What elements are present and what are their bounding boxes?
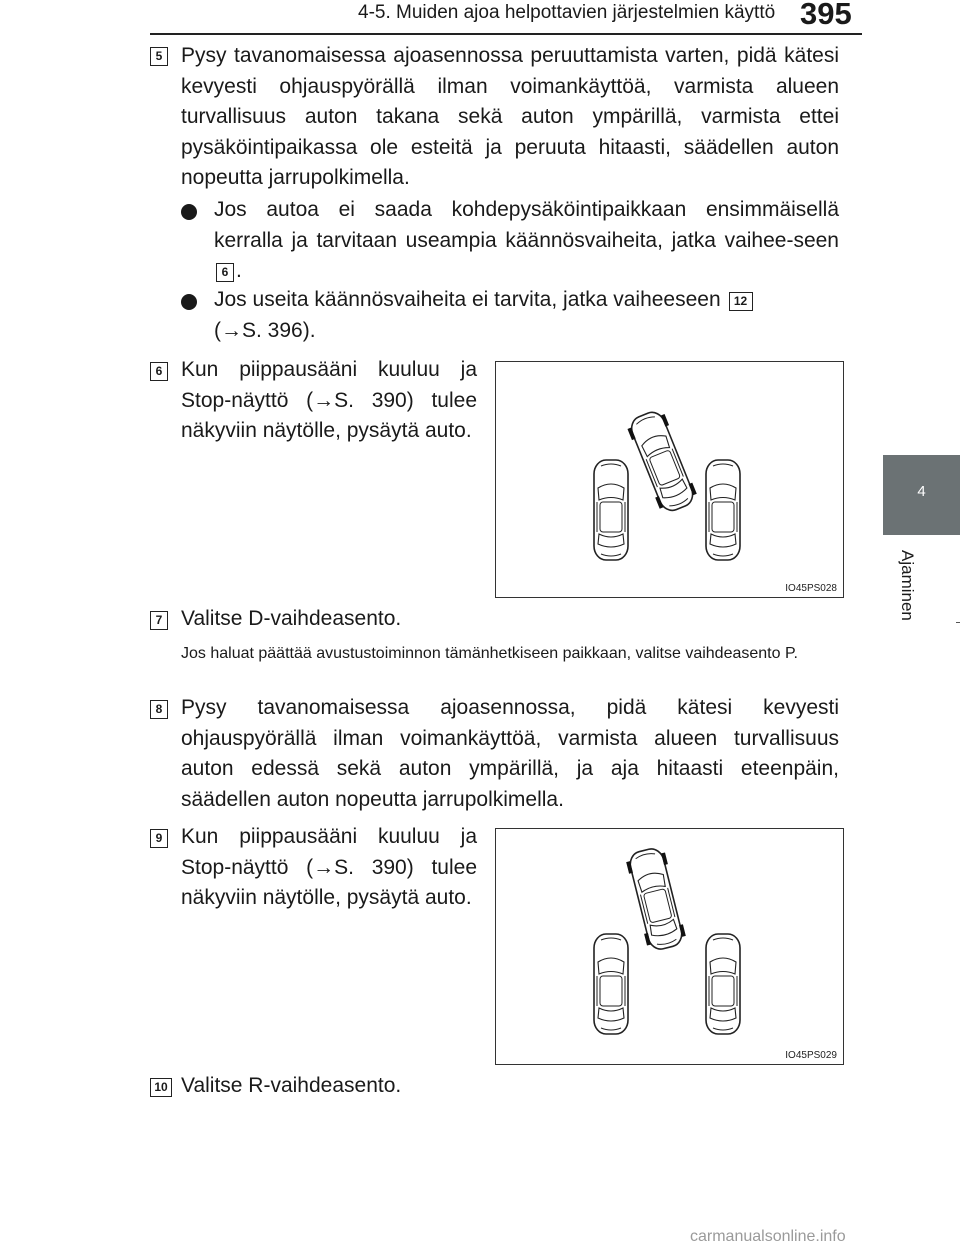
step-9-text: Kun piippausääni kuuluu ja Stop-näyttö (→S. 390) tulee näkyviin näytölle, pysäytä auto. — [181, 825, 477, 909]
step-ref-6: 6 — [216, 263, 234, 282]
header-rule — [150, 33, 862, 35]
chapter-number: 4 — [917, 483, 926, 500]
step-7-text: Valitse D-vaihdeasento. — [181, 607, 402, 630]
parking-illustration-1 — [496, 362, 845, 599]
footer-watermark: carmanualsonline.info — [690, 1228, 846, 1245]
step-5-text: Pysy tavanomaisessa ajoasennossa peruuttamista varten, pidä kätesi kevyesti ohjauspyörällä ilman voimankäyttöä, varmista alueen turvallisuus auton takana sekä auton ympärillä, varmista ettei pysäköintipaikassa ole esteitä ja peruuta hitaasti, säädellen auton nopeutta jarrupolkimella. — [181, 44, 839, 189]
parking-figure-1 — [495, 361, 844, 598]
parking-figure-2 — [495, 828, 844, 1065]
step-6-text: Kun piippausääni kuuluu ja Stop-näyttö (→S. 390) tulee näkyviin näytölle, pysäytä auto. — [181, 358, 477, 442]
bullet-1-text: Jos autoa ei saada kohdepysäköintipaikkaan ensimmäisellä kerralla ja tarvitaan useampia käännösvaiheita, jatka vaihee-seen — [214, 198, 839, 252]
step-ref-12: 12 — [729, 292, 753, 311]
step-badge-5: 5 — [150, 47, 168, 66]
running-header-title: 4-5. Muiden ajoa helpottavien järjestelmien käyttö — [358, 2, 776, 23]
tab-tick — [956, 622, 960, 623]
step-badge-7: 7 — [150, 611, 168, 630]
step-7-note: Jos haluat päättää avustustoiminnon tämänhetkiseen paikkaan, valitse vaihdeasento P. — [181, 645, 798, 662]
bullet-2-page-ref: (→S. 396). — [214, 318, 316, 342]
chapter-tab — [883, 455, 960, 535]
bullet-dot — [181, 294, 197, 310]
step-5-bullet-1 — [214, 195, 839, 287]
step-badge-6: 6 — [150, 362, 168, 381]
bullet-2-text: Jos useita käännösvaiheita ei tarvita, jatka vaiheeseen — [214, 288, 721, 311]
page-number: 395 — [800, 0, 852, 31]
step-badge-8: 8 — [150, 700, 168, 719]
chapter-label: Ajaminen — [898, 550, 917, 621]
figure-code: IO45PS028 — [785, 583, 837, 594]
parking-illustration-2 — [496, 829, 845, 1066]
bullet-dot — [181, 204, 197, 220]
bullet-1-end: . — [236, 259, 242, 282]
step-badge-10: 10 — [150, 1078, 172, 1097]
step-badge-9: 9 — [150, 829, 168, 848]
step-5-bullet-2 — [214, 285, 839, 346]
step-8-text: Pysy tavanomaisessa ajoasennossa, pidä kätesi kevyesti ohjauspyörällä ilman voimankäyttöä, varmista alueen turvallisuus auton edessä sekä auton ympärillä, ja aja hitaasti eteenpäin, säädellen auton nopeutta jarrupolkimella. — [181, 696, 839, 811]
figure-code: IO45PS029 — [785, 1050, 837, 1061]
step-10-text: Valitse R-vaihdeasento. — [181, 1074, 402, 1097]
